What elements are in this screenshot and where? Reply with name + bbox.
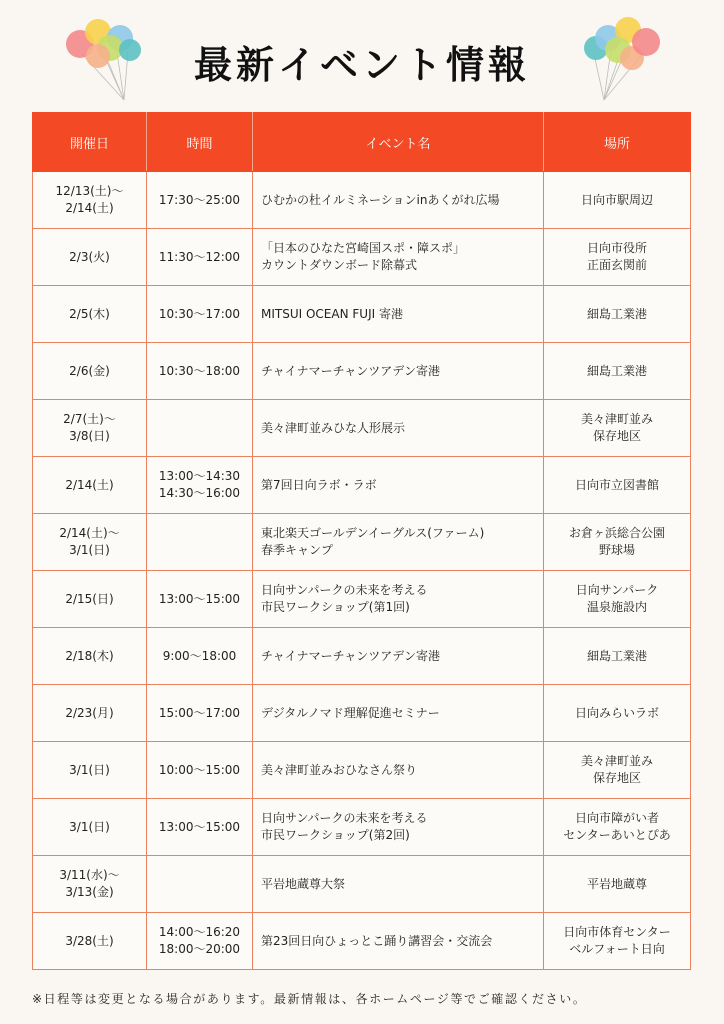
table-row: [33, 856, 691, 913]
time-cell: [147, 457, 253, 514]
event-name-cell-line: 日向サンパークの未来を考える: [261, 583, 428, 597]
events-table: [32, 112, 691, 970]
time-cell-line: 17:30～25:00: [158, 192, 241, 207]
event-name-cell-line: チャイナマーチャンツアデン寄港: [261, 648, 441, 663]
event-name-cell-line: 第23回日向ひょっとこ踊り講習会・交流会: [261, 933, 493, 948]
date-cell: [33, 856, 147, 913]
date-cell: [33, 400, 147, 457]
date-cell: [33, 913, 147, 970]
place-cell-line: センターあいとぴあ: [563, 828, 671, 842]
table-row: [33, 172, 691, 229]
table-row: [33, 400, 691, 457]
time-cell: [147, 913, 253, 970]
place-cell-line: 野球場: [598, 543, 635, 557]
event-name-cell-line: チャイナマーチャンツアデン寄港: [261, 363, 441, 378]
event-name-cell-line: カウントダウンボード除幕式: [261, 258, 418, 272]
place-cell: [544, 514, 691, 571]
time-cell-line: 18:00～20:00: [158, 942, 241, 956]
table-header-row: [33, 113, 691, 172]
place-cell-line: 細島工業港: [586, 363, 647, 378]
time-cell: [147, 628, 253, 685]
time-cell: [147, 343, 253, 400]
date-cell: [33, 628, 147, 685]
header-event: イベント名: [253, 113, 544, 172]
event-name-cell: [253, 514, 544, 571]
place-cell: [544, 571, 691, 628]
date-cell-line: 3/1(日): [69, 819, 110, 834]
time-cell: [147, 229, 253, 286]
place-cell-line: 温泉施設内: [586, 600, 647, 614]
place-cell: [544, 856, 691, 913]
place-cell: [544, 286, 691, 343]
event-name-cell-line: 美々津町並みひな人形展示: [261, 420, 406, 435]
event-name-cell: [253, 799, 544, 856]
time-cell-line: 14:30～16:00: [158, 486, 241, 500]
place-cell-line: 日向市駅周辺: [580, 192, 653, 207]
time-cell: [147, 799, 253, 856]
place-cell: [544, 172, 691, 229]
table-row: [33, 742, 691, 799]
date-cell-line: 2/6(金): [69, 363, 110, 378]
event-name-cell: [253, 685, 544, 742]
date-cell-line: 2/14(土): [65, 201, 114, 215]
place-cell: [544, 457, 691, 514]
place-cell-line: 日向みらいラボ: [574, 705, 659, 720]
date-cell-line: 3/1(日): [69, 762, 110, 777]
header-date: 開催日: [33, 113, 147, 172]
date-cell: [33, 571, 147, 628]
time-cell-line: 10:30～17:00: [158, 306, 241, 321]
place-cell-line: 細島工業港: [586, 306, 647, 321]
time-cell: [147, 856, 253, 913]
event-name-cell-line: 平岩地蔵尊大祭: [261, 876, 346, 891]
event-name-cell-line: 第7回日向ラボ・ラボ: [261, 477, 377, 492]
header-time: 時間: [147, 113, 253, 172]
date-cell-line: 3/13(金): [65, 885, 114, 899]
table-row: [33, 229, 691, 286]
footnote: ※日程等は変更となる場合があります。最新情報は、各ホームページ等でご確認ください。: [32, 992, 587, 1006]
table-row: [33, 514, 691, 571]
date-cell: [33, 514, 147, 571]
place-cell-line: ベルフォート日向: [569, 942, 665, 956]
event-name-cell-line: 市民ワークショップ(第2回): [261, 828, 410, 842]
event-name-cell-line: ひむかの杜イルミネーションinあくがれ広場: [261, 192, 500, 207]
event-name-cell: [253, 571, 544, 628]
event-name-cell-line: 「日本のひなた宮崎国スポ・障スポ」: [261, 241, 466, 255]
date-cell-line: 12/13(土)～: [55, 184, 124, 198]
place-cell: [544, 229, 691, 286]
time-cell-line: 13:00～14:30: [158, 469, 241, 483]
page-title: 最新イベント情報: [193, 43, 530, 87]
table-row: [33, 913, 691, 970]
time-cell-line: 10:30～18:00: [158, 363, 241, 378]
time-cell-line: 9:00～18:00: [162, 648, 237, 663]
table-row: [33, 457, 691, 514]
time-cell: [147, 571, 253, 628]
time-cell: [147, 685, 253, 742]
place-cell-line: 細島工業港: [586, 648, 647, 663]
place-cell: [544, 343, 691, 400]
event-name-cell-line: 春季キャンプ: [261, 543, 334, 557]
date-cell-line: 2/5(木): [69, 306, 110, 321]
place-cell-line: 日向市障がい者: [574, 811, 659, 825]
date-cell-line: 2/14(土): [65, 477, 114, 492]
table-row: [33, 685, 691, 742]
event-name-cell-line: 市民ワークショップ(第1回): [261, 600, 410, 614]
event-name-cell-line: 美々津町並みおひなさん祭り: [261, 762, 418, 777]
event-name-cell: [253, 172, 544, 229]
date-cell-line: 2/18(木): [65, 648, 114, 663]
table-row: [33, 571, 691, 628]
date-cell: [33, 172, 147, 229]
time-cell-line: 10:00～15:00: [158, 762, 241, 777]
place-cell-line: 保存地区: [592, 771, 641, 785]
place-cell-line: お倉ヶ浜総合公園: [568, 526, 665, 540]
date-cell: [33, 685, 147, 742]
place-cell-line: 日向市立図書館: [574, 477, 659, 492]
event-name-cell: [253, 286, 544, 343]
date-cell-line: 3/11(水)～: [59, 868, 120, 882]
time-cell: [147, 286, 253, 343]
event-name-cell: [253, 856, 544, 913]
place-cell: [544, 628, 691, 685]
table-row: [33, 628, 691, 685]
event-name-cell: [253, 742, 544, 799]
place-cell-line: 日向サンパーク: [575, 583, 659, 597]
event-name-cell: [253, 343, 544, 400]
time-cell-line: 14:00～16:20: [158, 925, 241, 939]
time-cell: [147, 400, 253, 457]
place-cell-line: 日向市体育センター: [563, 925, 671, 939]
time-cell-line: 13:00～15:00: [158, 591, 241, 606]
place-cell-line: 平岩地蔵尊: [586, 876, 647, 891]
table-row: [33, 286, 691, 343]
date-cell-line: 2/23(月): [65, 705, 114, 720]
event-name-cell-line: 東北楽天ゴールデンイーグルス(ファーム): [261, 526, 485, 540]
table-row: [33, 799, 691, 856]
date-cell-line: 2/3(火): [69, 249, 110, 264]
time-cell-line: 11:30～12:00: [158, 249, 241, 264]
time-cell-line: 15:00～17:00: [158, 705, 241, 720]
time-cell: [147, 514, 253, 571]
place-cell-line: 保存地区: [592, 429, 641, 443]
date-cell-line: 3/8(日): [69, 429, 110, 443]
time-cell: [147, 742, 253, 799]
time-cell-line: 13:00～15:00: [158, 819, 241, 834]
place-cell: [544, 685, 691, 742]
date-cell: [33, 457, 147, 514]
event-name-cell-line: MITSUI OCEAN FUJI 寄港: [261, 306, 403, 321]
event-name-cell-line: デジタルノマド理解促進セミナー: [261, 705, 440, 720]
date-cell-line: 3/1(日): [69, 543, 110, 557]
date-cell: [33, 742, 147, 799]
event-name-cell: [253, 628, 544, 685]
date-cell: [33, 229, 147, 286]
event-name-cell: [253, 913, 544, 970]
place-cell: [544, 400, 691, 457]
header-place: 場所: [544, 113, 691, 172]
date-cell-line: 3/28(土): [65, 933, 114, 948]
place-cell: [544, 799, 691, 856]
event-name-cell: [253, 400, 544, 457]
place-cell: [544, 913, 691, 970]
date-cell-line: 2/15(日): [65, 591, 114, 606]
place-cell-line: 美々津町並み: [580, 412, 653, 426]
table-row: [33, 343, 691, 400]
date-cell: [33, 286, 147, 343]
event-name-cell-line: 日向サンパークの未来を考える: [261, 811, 428, 825]
place-cell-line: 美々津町並み: [580, 754, 653, 768]
time-cell: [147, 172, 253, 229]
place-cell-line: 正面玄関前: [586, 258, 647, 272]
date-cell: [33, 343, 147, 400]
place-cell-line: 日向市役所: [586, 241, 647, 255]
date-cell-line: 2/7(土)～: [63, 412, 116, 426]
place-cell: [544, 742, 691, 799]
date-cell: [33, 799, 147, 856]
event-name-cell: [253, 457, 544, 514]
event-name-cell: [253, 229, 544, 286]
date-cell-line: 2/14(土)～: [59, 526, 120, 540]
